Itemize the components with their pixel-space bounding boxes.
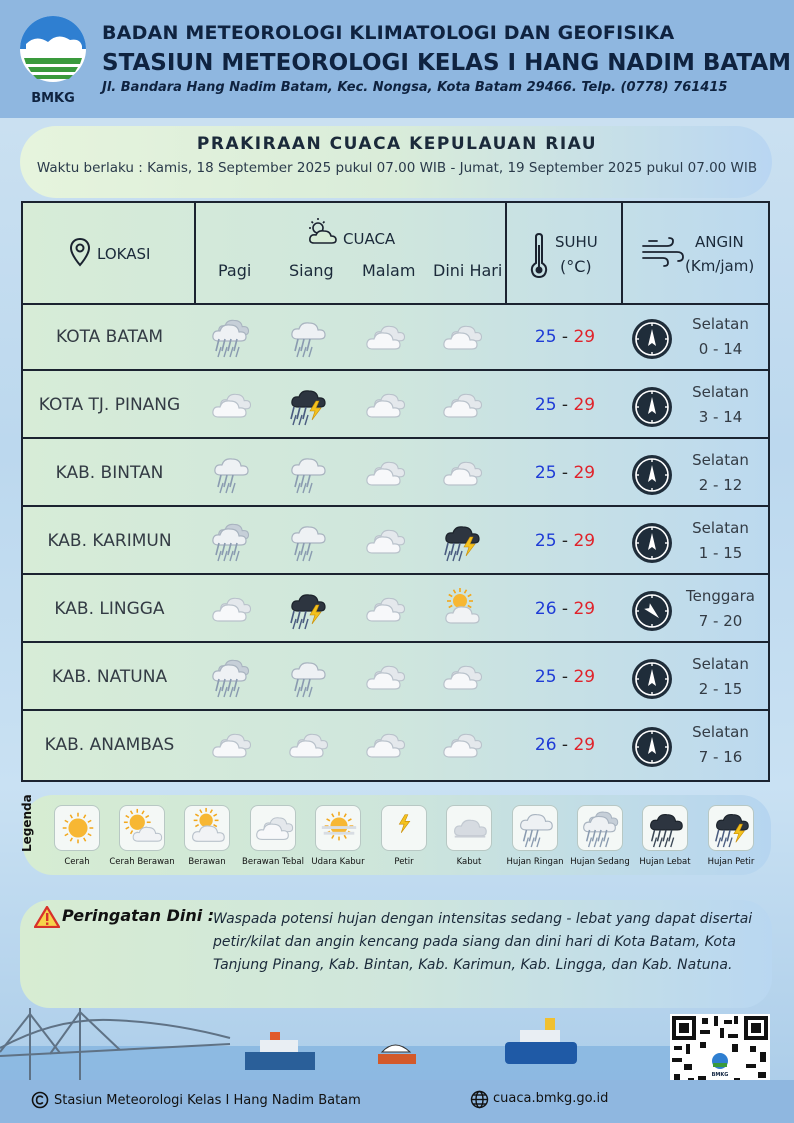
legend-item: [570, 805, 630, 867]
location-name: KAB. BINTAN: [55, 463, 164, 483]
legend-item: [379, 805, 429, 867]
warning-icon: [34, 906, 60, 928]
table-row: [23, 509, 768, 575]
forecast-table: [21, 201, 770, 782]
cerah-berawan-icon: [119, 805, 165, 851]
header-lokasi: [23, 203, 196, 305]
wind-direction: Tenggara: [686, 587, 755, 605]
temp-max: 29: [573, 327, 596, 347]
agency-name: BADAN METEOROLOGI KLIMATOLOGI DAN GEOFISIKA: [102, 22, 675, 44]
wind-direction: Selatan: [692, 315, 749, 333]
hujan-petir-icon: [438, 519, 486, 563]
hujan-petir-icon: [284, 383, 332, 427]
hujan-lebat-icon: [642, 805, 688, 851]
suhu-label: SUHU: [555, 233, 598, 251]
warning-title: Peringatan Dini :: [62, 906, 215, 925]
station-address: Jl. Bandara Hang Nadim Batam, Kec. Nongsa, Kota Batam 29466. Telp. (0778) 761415: [102, 80, 728, 95]
temperature-range: 26 - 29: [534, 735, 596, 755]
berawan-tebal-icon: [361, 587, 409, 631]
wind-compass-icon: [631, 726, 673, 768]
suhu-unit: (°C): [560, 257, 592, 276]
wind-compass-icon: [631, 522, 673, 564]
legend-label: Kabut: [456, 857, 482, 867]
udara-kabur-icon: [315, 805, 361, 851]
wind-speed: 7 - 16: [698, 748, 743, 766]
warning-line: petir/kilat dan angin kencang pada siang dan dini hari di Kota Batam, Kota: [213, 934, 736, 950]
legend-item: [182, 805, 232, 867]
berawan-tebal-icon: [361, 451, 409, 495]
globe-icon: [470, 1090, 489, 1109]
berawan-tebal-icon: [250, 805, 296, 851]
legend-label: Hujan Petir: [707, 857, 755, 867]
warning-line: Tanjung Pinang, Kab. Bintan, Kab. Karimun, Kab. Lingga, dan Kab. Natuna.: [213, 957, 733, 973]
legend-label: Hujan Sedang: [570, 857, 630, 867]
hujan-petir-icon: [284, 587, 332, 631]
bmkg-logo: [18, 14, 88, 106]
wind-compass-icon: [631, 454, 673, 496]
table-row: [23, 373, 768, 439]
footer-website-link[interactable]: cuaca.bmkg.go.id: [493, 1091, 609, 1106]
wind-compass-icon: [631, 318, 673, 360]
petir-icon: [381, 805, 427, 851]
table-row: [23, 713, 768, 779]
wind-compass-icon: [631, 386, 673, 428]
hujan-ringan-icon: [284, 655, 332, 699]
table-row: [23, 645, 768, 711]
warning-text: [213, 908, 758, 977]
berawan-tebal-icon: [438, 383, 486, 427]
temp-min: 25: [534, 667, 557, 687]
angin-label: ANGIN: [695, 233, 744, 251]
temp-max: 29: [573, 395, 596, 415]
wind-icon: [641, 237, 685, 267]
berawan-tebal-icon: [361, 383, 409, 427]
validity-period: Waktu berlaku : Kamis, 18 September 2025 pukul 07.00 WIB - Jumat, 19 September 2025 pukul 07.00 WIB: [36, 160, 758, 176]
temperature-range: 26 - 29: [534, 599, 596, 619]
hujan-sedang-icon: [207, 519, 255, 563]
thermometer-icon: [529, 233, 549, 279]
copyright-icon: [31, 1091, 49, 1109]
page-title: PRAKIRAAN CUACA KEPULAUAN RIAU: [196, 134, 598, 154]
location-pin-icon: [69, 237, 91, 267]
hujan-ringan-icon: [284, 451, 332, 495]
temp-min: 25: [534, 395, 557, 415]
legend-label: Hujan Lebat: [639, 857, 691, 867]
berawan-tebal-icon: [207, 587, 255, 631]
wind-compass-icon: [631, 590, 673, 632]
wind-direction: Selatan: [692, 383, 749, 401]
berawan-tebal-icon: [438, 655, 486, 699]
temp-min: 26: [534, 599, 557, 619]
legend-item: [52, 805, 102, 867]
legend-title: Legenda: [20, 794, 34, 852]
legend-item: [242, 805, 304, 867]
hujan-sedang-icon: [207, 655, 255, 699]
location-name: KAB. NATUNA: [51, 667, 168, 687]
berawan-icon: [438, 587, 486, 631]
legend-label: Cerah: [64, 857, 90, 867]
wind-direction: Selatan: [692, 519, 749, 537]
legend-item: [506, 805, 564, 867]
legend-item: [313, 805, 363, 867]
berawan-tebal-icon: [438, 315, 486, 359]
legend-label: Udara Kabur: [311, 857, 365, 867]
hujan-ringan-icon: [284, 315, 332, 359]
location-name: KAB. KARIMUN: [47, 531, 172, 551]
station-name: STASIUN METEOROLOGI KELAS I HANG NADIM BATAM: [102, 50, 792, 76]
wind-speed: 2 - 15: [698, 680, 743, 698]
angin-unit: (Km/jam): [685, 257, 755, 275]
legend-item: [706, 805, 756, 867]
location-name: KAB. ANAMBAS: [44, 735, 175, 755]
legend-item: [444, 805, 494, 867]
wind-direction: Selatan: [692, 723, 749, 741]
cerah-icon: [54, 805, 100, 851]
berawan-tebal-icon: [361, 655, 409, 699]
temperature-range: 25 - 29: [534, 667, 596, 687]
header-angin: [623, 203, 770, 305]
table-row: [23, 577, 768, 643]
legend-label: Berawan: [188, 857, 226, 867]
wind-speed: 3 - 14: [698, 408, 743, 426]
hujan-ringan-icon: [207, 451, 255, 495]
hujan-petir-icon: [708, 805, 754, 851]
wind-speed: 2 - 12: [698, 476, 743, 494]
period-malam: Malam: [362, 261, 416, 280]
temperature-range: 25 - 29: [534, 463, 596, 483]
berawan-tebal-icon: [207, 723, 255, 767]
berawan-tebal-icon: [361, 519, 409, 563]
legend-label: Cerah Berawan: [109, 857, 175, 867]
hujan-ringan-icon: [512, 805, 558, 851]
temp-min: 25: [534, 463, 557, 483]
period-pagi: Pagi: [218, 261, 252, 280]
berawan-tebal-icon: [438, 451, 486, 495]
legend-label: Hujan Ringan: [506, 857, 564, 867]
lokasi-label: LOKASI: [97, 245, 151, 263]
location-name: KAB. LINGGA: [54, 599, 165, 619]
temp-min: 25: [534, 327, 557, 347]
temperature-range: 25 - 29: [534, 531, 596, 551]
legend-label: Petir: [394, 857, 414, 867]
period-dini-hari: Dini Hari: [433, 261, 503, 280]
cuaca-label: CUACA: [343, 230, 396, 248]
berawan-icon: [184, 805, 230, 851]
wind-speed: 1 - 15: [698, 544, 743, 562]
temp-max: 29: [573, 735, 596, 755]
temp-max: 29: [573, 531, 596, 551]
header-suhu: [507, 203, 623, 305]
kabut-icon: [446, 805, 492, 851]
table-row: [23, 305, 768, 371]
table-row: [23, 441, 768, 507]
temp-max: 29: [573, 667, 596, 687]
legend-item: [640, 805, 690, 867]
temp-min: 25: [534, 531, 557, 551]
period-siang: Siang: [289, 261, 334, 280]
berawan-tebal-icon: [207, 383, 255, 427]
wind-compass-icon: [631, 658, 673, 700]
temp-max: 29: [573, 463, 596, 483]
footer-copyright: Stasiun Meteorologi Kelas I Hang Nadim Batam: [54, 1093, 361, 1108]
hujan-ringan-icon: [284, 519, 332, 563]
location-name: KOTA TJ. PINANG: [38, 395, 181, 415]
wind-speed: 0 - 14: [698, 340, 743, 358]
wind-speed: 7 - 20: [698, 612, 743, 630]
temperature-range: 25 - 29: [534, 327, 596, 347]
wind-direction: Selatan: [692, 655, 749, 673]
berawan-tebal-icon: [284, 723, 332, 767]
logo-text: BMKG: [31, 91, 75, 106]
qr-logo-text: BMKG: [711, 1072, 729, 1078]
berawan-tebal-icon: [361, 723, 409, 767]
legend-label: Berawan Tebal: [242, 857, 304, 867]
berawan-tebal-icon: [438, 723, 486, 767]
hujan-sedang-icon: [577, 805, 623, 851]
hujan-sedang-icon: [207, 315, 255, 359]
warning-line: Waspada potensi hujan dengan intensitas sedang - lebat yang dapat disertai: [213, 911, 753, 927]
wind-direction: Selatan: [692, 451, 749, 469]
temp-max: 29: [573, 599, 596, 619]
location-name: KOTA BATAM: [55, 327, 164, 347]
temperature-range: 25 - 29: [534, 395, 596, 415]
legend-item: [109, 805, 175, 867]
temp-min: 26: [534, 735, 557, 755]
berawan-tebal-icon: [361, 315, 409, 359]
partly-cloudy-icon: [306, 217, 338, 247]
header-cuaca: [196, 203, 507, 305]
